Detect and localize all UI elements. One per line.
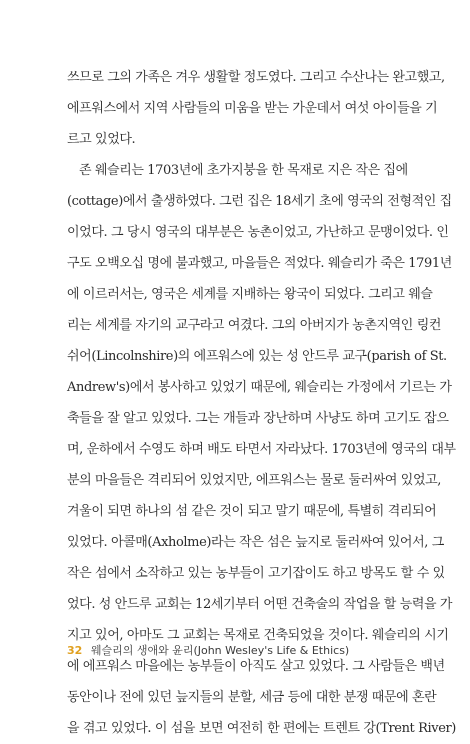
- text-line: 었다. 성 안드루 교회는 12세기부터 어떤 건축술의 작업을 할 능력을 가: [67, 597, 453, 612]
- text-line: 에 에프워스 마을에는 농부들이 아직도 살고 있었다. 그 사람들은 백년: [67, 659, 445, 674]
- text-line: 리는 세계를 자기의 교구라고 여겼다. 그의 아버지가 농촌지역인 링컨: [67, 318, 442, 333]
- text-line: 분의 마을들은 격리되어 있었지만, 에프워스는 물로 둘러싸여 있었고,: [67, 473, 442, 488]
- text-line: 르고 있었다.: [67, 132, 136, 147]
- page-footer: [67, 642, 349, 658]
- text-line: 쉬어(Lincolnshire)의 에프워스에 있는 성 안드루 교구(parish of St.: [67, 349, 447, 364]
- text-line: 동안이나 전에 있던 늪지들의 분할, 세금 등에 대한 분쟁 때문에 혼란: [67, 690, 437, 705]
- text-line: 존 웨슬리는 1703년에 초가지붕을 한 목재로 지은 작은 집에: [79, 163, 408, 178]
- text-line: Andrew's)에서 봉사하고 있었기 때문에, 웨슬리는 가정에서 기르는 가: [67, 380, 452, 395]
- text-line: 축들을 잘 알고 있었다. 그는 개들과 장난하며 사냥도 하며 고기도 잡으: [67, 411, 449, 426]
- text-line: 작은 섬에서 소작하고 있는 농부들이 고기잡이도 하고 방목도 할 수 있: [67, 566, 445, 581]
- paragraph-1: [67, 62, 445, 155]
- text-line: (cottage)에서 출생하였다. 그런 집은 18세기 초에 영국의 전형적인 집: [67, 194, 452, 209]
- page-number: 32: [67, 644, 83, 657]
- text-line: 겨울이 되면 하나의 섬 같은 것이 되고 말기 때문에, 특별히 격리되어: [67, 504, 437, 519]
- text-line: 며, 운하에서 수영도 하며 배도 타면서 자라났다. 1703년에 영국의 대부: [67, 442, 456, 457]
- text-line: 쓰므로 그의 가족은 겨우 생활할 정도였다. 그리고 수산나는 완고했고,: [67, 70, 445, 85]
- text-line: 지고 있어, 아마도 그 교회는 목재로 건축되었을 것이다. 웨슬리의 시기: [67, 628, 449, 643]
- text-line: 에프워스에서 지역 사람들의 미움을 받는 가운데서 여섯 아이들을 기: [67, 101, 438, 116]
- text-line: 이었다. 그 당시 영국의 대부분은 농촌이었고, 가난하고 문맹이었다. 인: [67, 225, 449, 240]
- text-line: 을 겪고 있었다. 이 섬을 보면 여전히 한 편에는 트렌트 강(Trent River): [67, 721, 456, 736]
- running-title: 웨슬리의 생애와 윤리(John Wesley's Life & Ethics): [90, 644, 350, 657]
- text-line: 구도 오백오십 명에 불과했고, 마을들은 적었다. 웨슬리가 죽은 1791년: [67, 256, 452, 271]
- text-line: 에 이르러서는, 영국은 세계를 지배하는 왕국이 되었다. 그리고 웨슬: [67, 287, 433, 302]
- text-line: 있었다. 아콜매(Axholme)라는 작은 섬은 늪지로 둘러싸여 있어서, 그: [67, 535, 444, 550]
